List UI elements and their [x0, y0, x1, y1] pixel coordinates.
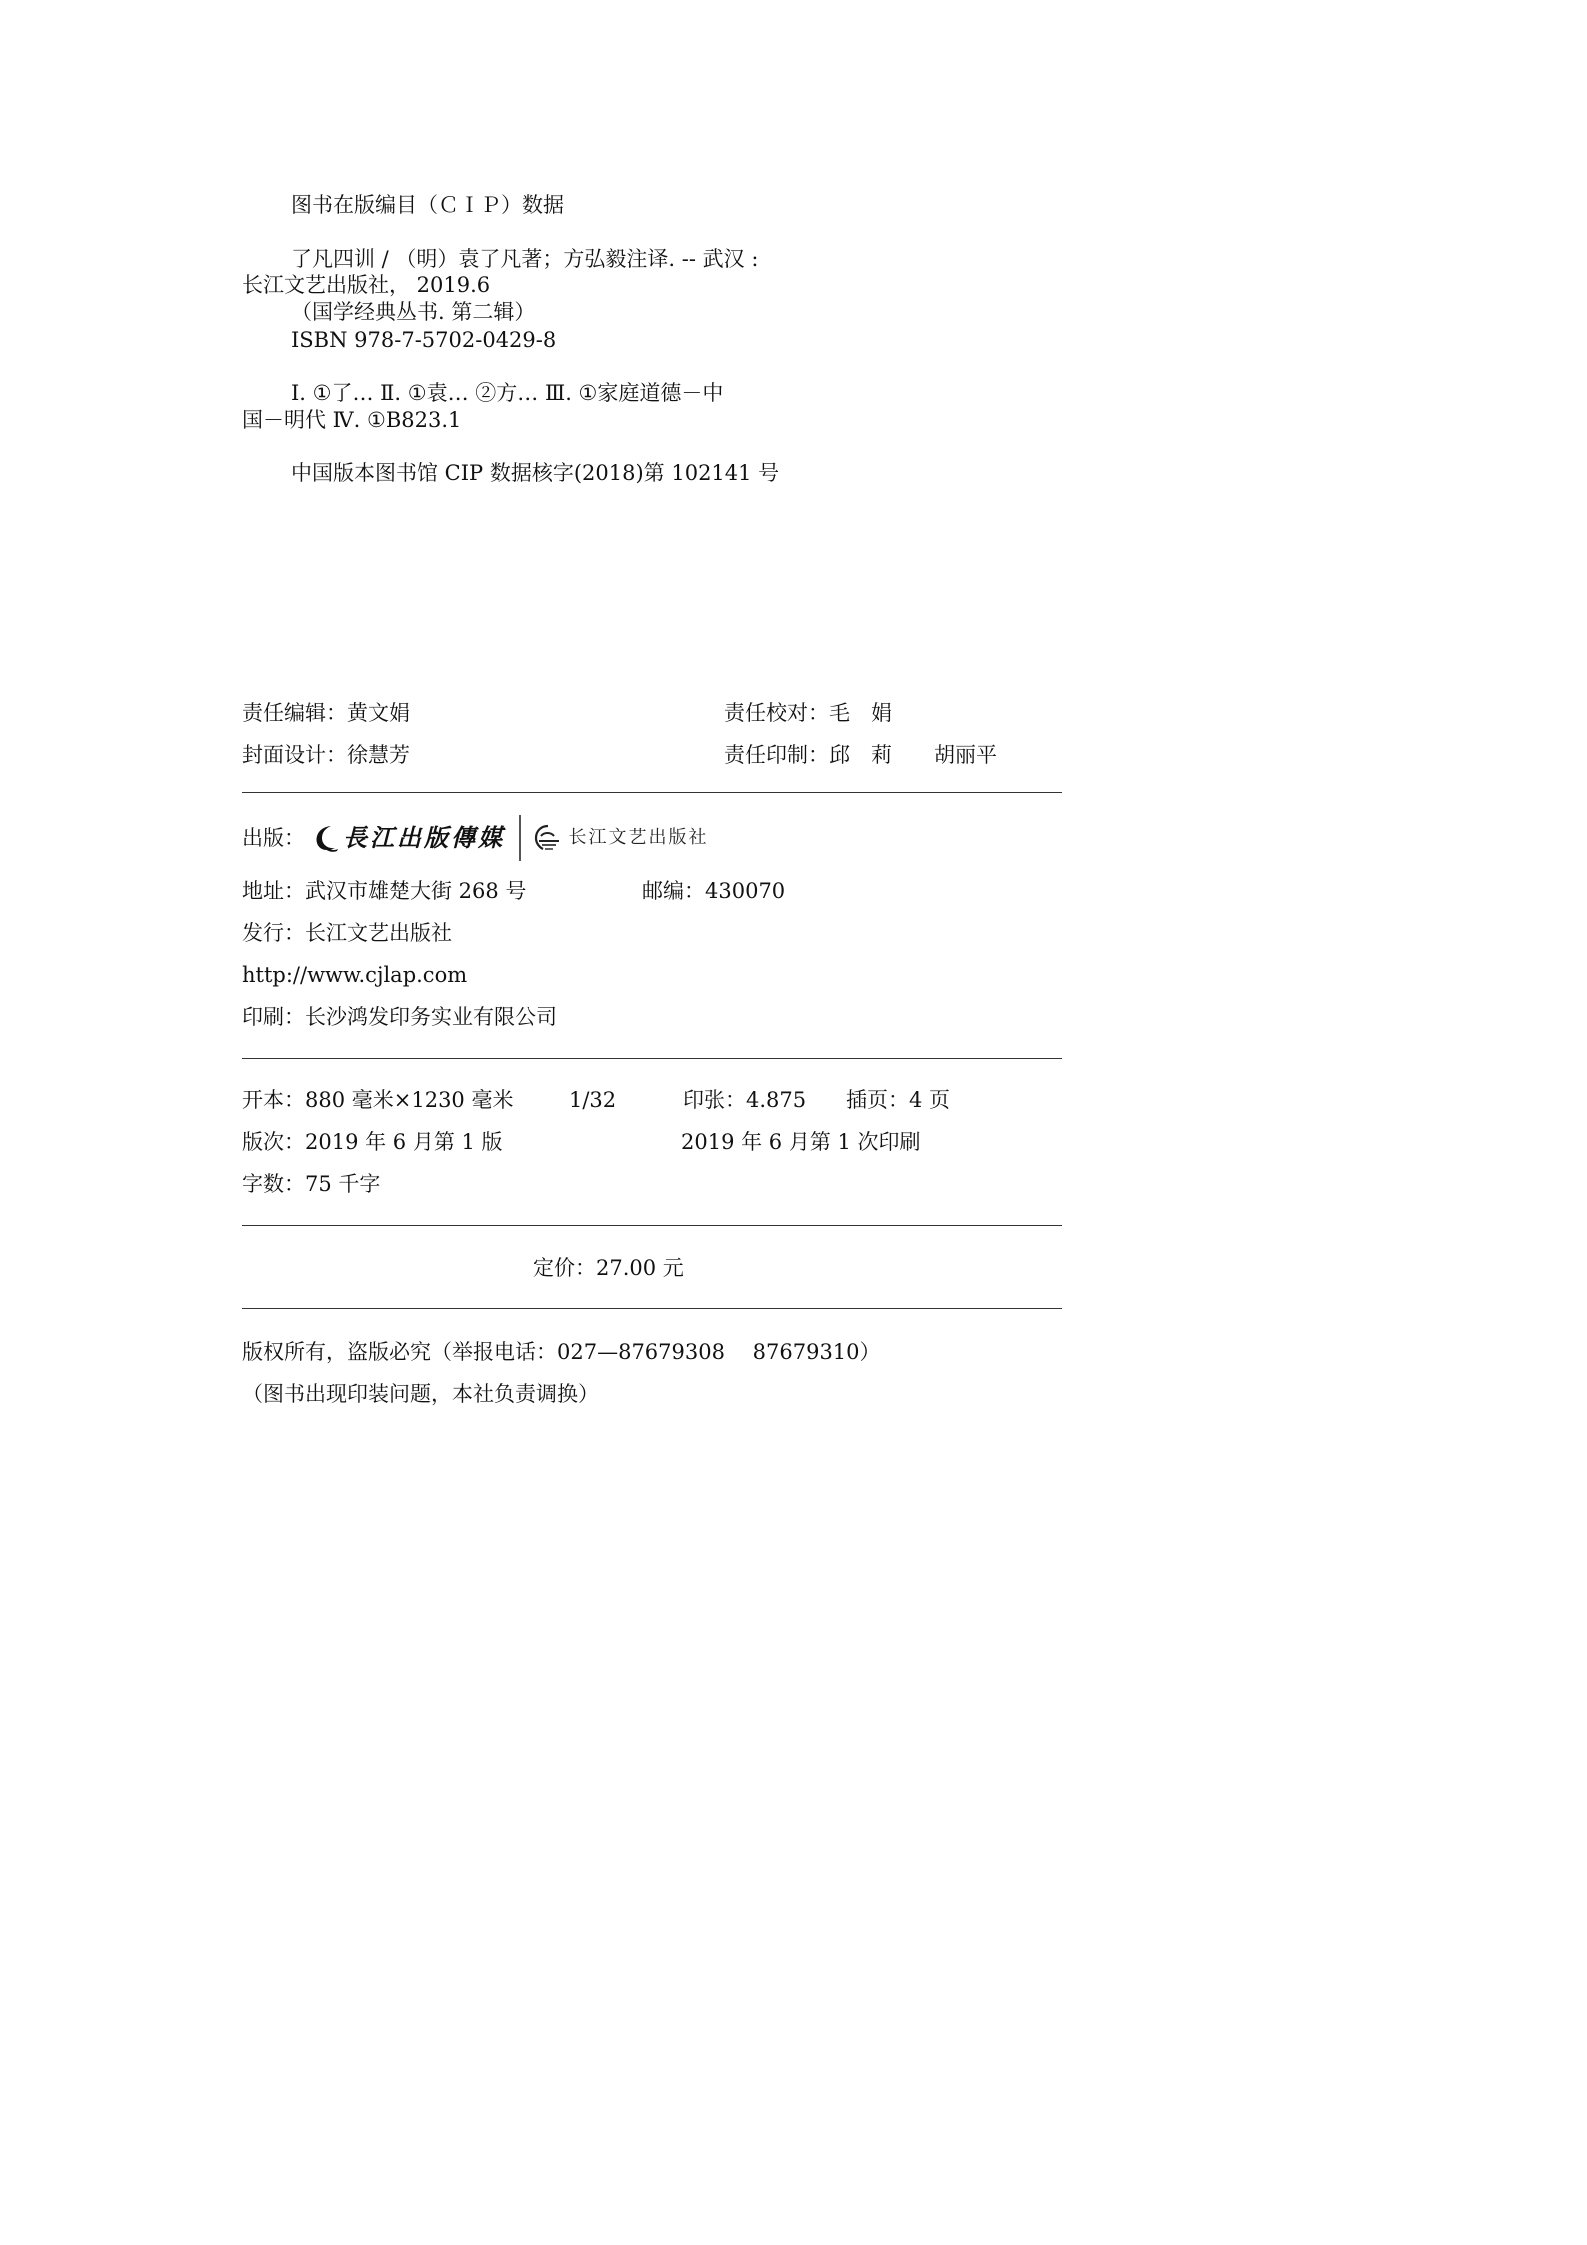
- publisher-label: 出版：: [242, 826, 305, 850]
- changjiang-media-logo-text: 長江出版傳媒: [343, 823, 505, 852]
- cip-classification-line-2: 国－明代 Ⅳ. ①B823.1: [242, 408, 462, 432]
- printed-sheets: 印张：4.875: [683, 1088, 807, 1112]
- publisher-website: http://www.cjlap.com: [242, 963, 468, 987]
- divider-rule: [242, 1308, 1062, 1309]
- publisher-logos: [313, 815, 709, 861]
- price: 定价：27.00 元: [533, 1256, 684, 1280]
- printer: 印刷：长沙鸿发印务实业有限公司: [242, 1005, 557, 1029]
- format-fraction: 1/32: [569, 1088, 617, 1112]
- printing-info: 2019 年 6 月第 1 次印刷: [681, 1130, 921, 1154]
- editor-credit: 责任编辑：黄文娟: [242, 701, 410, 725]
- cip-publisher-line: 长江文艺出版社， 2019.6: [242, 273, 491, 297]
- misprint-notice: （图书出现印装问题，本社负责调换）: [242, 1382, 599, 1406]
- format-spec: 开本：880 毫米×1230 毫米: [242, 1088, 514, 1112]
- printing-manager-credit: 责任印制：邱 莉 胡丽平: [724, 743, 997, 767]
- divider-rule: [242, 1225, 1062, 1226]
- cip-heading: 图书在版编目（ＣＩＰ）数据: [291, 193, 564, 217]
- proofreader-credit: 责任校对：毛 娟: [724, 701, 892, 725]
- cover-design-credit: 封面设计：徐慧芳: [242, 743, 410, 767]
- crescent-logo-icon: [313, 823, 339, 853]
- word-count: 字数：75 千字: [242, 1172, 381, 1196]
- divider-rule: [242, 1058, 1062, 1059]
- changjiang-literature-logo-text: 长江文艺出版社: [568, 827, 709, 848]
- logo-divider: [519, 815, 521, 861]
- literature-press-emblem-icon: [533, 823, 563, 853]
- changjiang-literature-logo: [533, 823, 709, 853]
- copyright-notice: 版权所有，盗版必究（举报电话：027—87679308 87679310）: [242, 1340, 881, 1364]
- cip-series-line: （国学经典丛书. 第二辑）: [291, 300, 536, 324]
- changjiang-media-logo: [313, 823, 505, 853]
- divider-rule: [242, 792, 1062, 793]
- cip-isbn: ISBN 978-7-5702-0429-8: [291, 328, 557, 352]
- cip-title-line: 了凡四训 / （明）袁了凡著；方弘毅注译. -- 武汉 :: [291, 247, 759, 271]
- publisher-postcode: 邮编：430070: [642, 879, 786, 903]
- cip-classification-line-1: Ⅰ. ①了… Ⅱ. ①袁… ②方… Ⅲ. ①家庭道德－中: [291, 381, 724, 405]
- insert-pages: 插页：4 页: [846, 1088, 951, 1112]
- edition-info: 版次：2019 年 6 月第 1 版: [242, 1130, 503, 1154]
- cip-core-number: 中国版本图书馆 CIP 数据核字(2018)第 102141 号: [291, 461, 780, 485]
- distributor: 发行：长江文艺出版社: [242, 921, 452, 945]
- publisher-address: 地址：武汉市雄楚大街 268 号: [242, 879, 527, 903]
